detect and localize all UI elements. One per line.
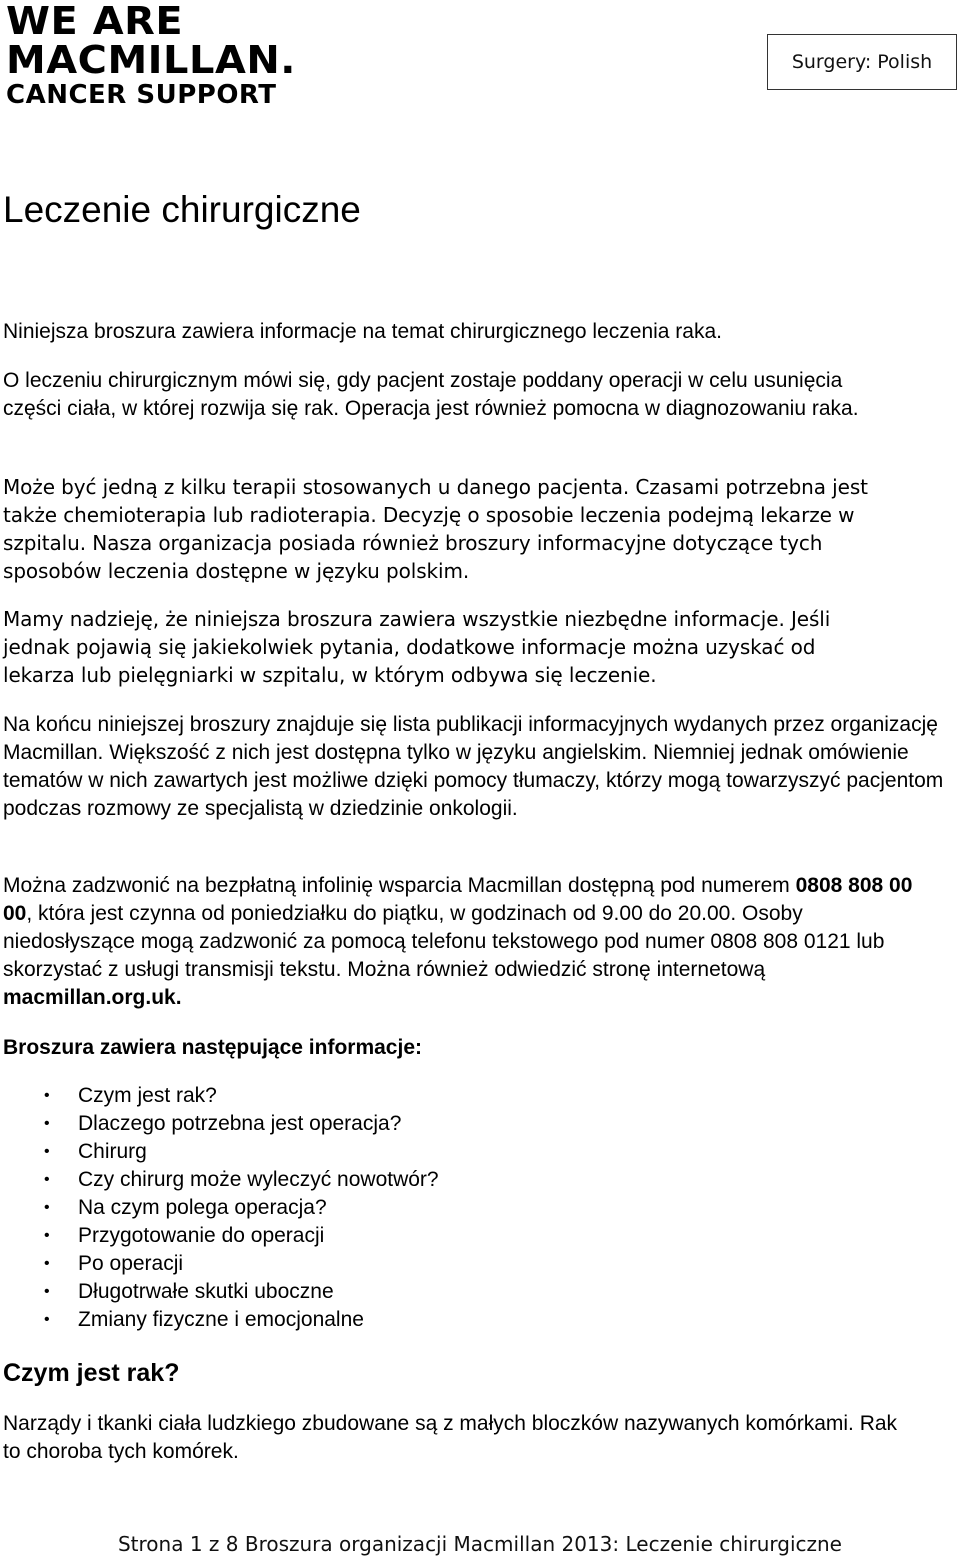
document-tag: Surgery: Polish [767,34,957,90]
website-link[interactable]: macmillan.org.uk. [3,986,182,1009]
helpline-phone[interactable]: 0808 808 00 00 [3,874,913,925]
paragraph-intro: Niniejsza broszura zawiera informacje na temat chirurgicznego leczenia raka. [3,320,722,343]
helpline-text-b: , która jest czynna od poniedziałku do piątku, w godzinach od 9.00 do 20.00. Osoby niedosłyszące mogą zadzwonić za pomocą telefonu tekstowego pod numer 0808 808 0121 lub skorzystać z usługi transmisji tekstu. Można również odwiedzić stronę internetową [3,902,885,981]
page-title: Leczenie chirurgiczne [3,189,361,230]
bullet: • [44,1255,50,1272]
bullet: • [44,1171,50,1188]
toc-heading: Broszura zawiera następujące informacje: [3,1036,422,1059]
list-item: • Na czym polega operacja? [0,1194,439,1222]
logo-line-2: MACMILLAN. [6,38,296,82]
list-item: • Długotrwałe skutki uboczne [0,1278,439,1306]
list-item: • Po operacji [0,1250,439,1278]
list-item: • Dlaczego potrzebna jest operacja? [0,1110,439,1138]
paragraph-surgery-definition: O leczeniu chirurgicznym mówi się, gdy pacjent zostaje poddany operacji w celu usunięcia części ciała, w której rozwija się rak. Operacja jest również pomocna w diagnozowaniu raka. [3,369,859,420]
bullet: • [44,1199,50,1216]
page-footer: Strona 1 z 8 Broszura organizacji Macmillan 2013: Leczenie chirurgiczne [117,1532,842,1556]
list-item: • Czym jest rak? [0,1082,439,1110]
bullet: • [44,1087,50,1104]
helpline-text-a: Można zadzwonić na bezpłatną infolinię wsparcia Macmillan dostępną pod numerem [3,874,796,897]
bullet: • [44,1227,50,1244]
paragraph-helpline [3,872,928,1012]
list-item: • Chirurg [0,1138,439,1166]
bullet: • [44,1143,50,1160]
list-item: • Czy chirurg może wyleczyć nowotwór? [0,1166,439,1194]
section-heading-what-is-cancer: Czym jest rak? [3,1359,180,1387]
paragraph-hope: Mamy nadzieję, że niniejsza broszura zawiera wszystkie niezbędne informacje. Jeśli jednak pojawią się jakiekolwiek pytania, dodatkowe informacje można uzyskać od lekarza lub pielęgniarki w szpitalu, w którym odbywa się leczenie. [3,607,831,687]
paragraph-publications: Na końcu niniejszej broszury znajduje się lista publikacji informacyjnych wydanych przez organizację Macmillan. Większość z nich jest dostępna tylko w języku angielskim. Niemniej jednak omówienie tematów w nich zawartych jest możliwe dzięki pomocy tłumaczy, którzy mogą towarzyszyć pacjentom podczas rozmowy ze specjalistą w dziedzinie onkologii. [3,713,944,820]
paragraph-cells: Narządy i tkanki ciała ludzkiego zbudowane są z małych bloczków nazywanych komórkami. Rak to choroba tych komórek. [3,1412,898,1463]
list-item: • Przygotowanie do operacji [0,1222,439,1250]
logo-line-3: CANCER SUPPORT [6,80,277,110]
bullet: • [44,1283,50,1300]
toc-list [0,1082,439,1334]
paragraph-therapies: Może być jedną z kilku terapii stosowanych u danego pacjenta. Czasami potrzebna jest także chemioterapia lub radioterapia. Decyzję o sposobie leczenia podejmą lekarze w szpitalu. Nasza organizacja posiada również broszury informacyjne dotyczące tych sposobów leczenia dostępne w języku polskim. [3,475,868,583]
logo-line-1: WE ARE [6,0,184,43]
macmillan-logo [6,0,296,110]
bullet: • [44,1115,50,1132]
bullet: • [44,1311,50,1328]
list-item: • Zmiany fizyczne i emocjonalne [0,1306,439,1334]
